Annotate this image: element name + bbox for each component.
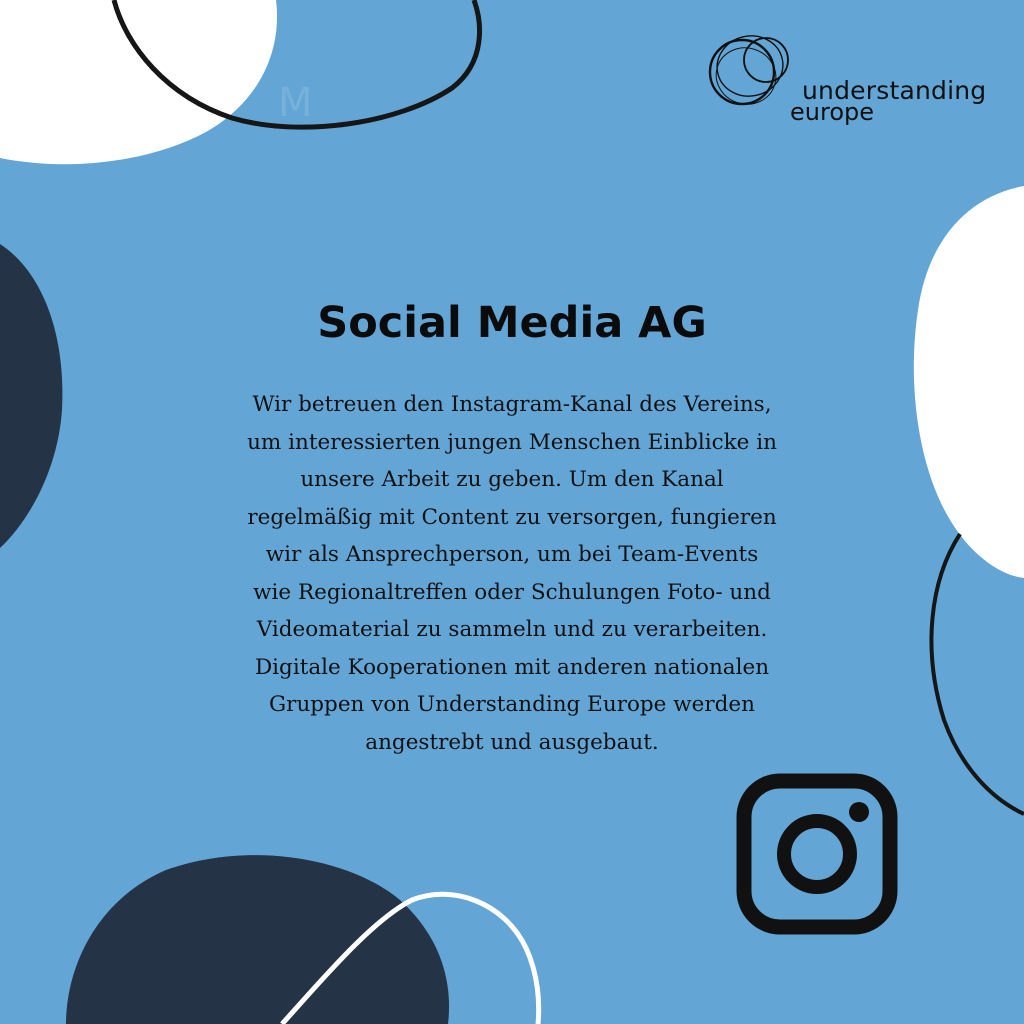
outline-arc-right xyxy=(931,534,1024,814)
white-blob-right xyxy=(914,186,1024,578)
navy-blob-bottom xyxy=(66,855,449,1024)
page-title: Social Media AG xyxy=(317,298,707,348)
description-line: angestrebt und ausgebaut. xyxy=(365,729,659,755)
understanding-europe-logo xyxy=(704,26,1004,126)
logo-circles-icon xyxy=(704,26,800,112)
brand-name-line1: understanding xyxy=(802,76,987,105)
white-blob-top-left xyxy=(0,0,277,164)
description-line: Wir betreuen den Instagram-Kanal des Vereins, xyxy=(252,392,772,417)
description-line: Gruppen von Understanding Europe werden xyxy=(269,692,755,717)
description-line: Digitale Kooperationen mit anderen nationalen xyxy=(254,654,770,680)
description-text xyxy=(150,386,874,761)
instagram-icon xyxy=(735,772,899,936)
description-line: unsere Arbeit zu geben. Um den Kanal xyxy=(300,467,724,492)
description-line: regelmäßig mit Content zu versorgen, fungieren xyxy=(247,504,777,530)
description-line: wir als Ansprechperson, um bei Team-Events xyxy=(265,542,759,567)
description-line: um interessierten jungen Menschen Einblicke in xyxy=(247,429,777,455)
description-line: Videomaterial zu sammeln und zu verarbeiten. xyxy=(256,617,768,642)
navy-blob-left xyxy=(0,244,62,548)
description-line: wie Regionaltreffen oder Schulungen Foto- und xyxy=(253,579,771,605)
faint-m-watermark: M xyxy=(278,80,313,126)
brand-name-line2: europe xyxy=(790,98,874,126)
